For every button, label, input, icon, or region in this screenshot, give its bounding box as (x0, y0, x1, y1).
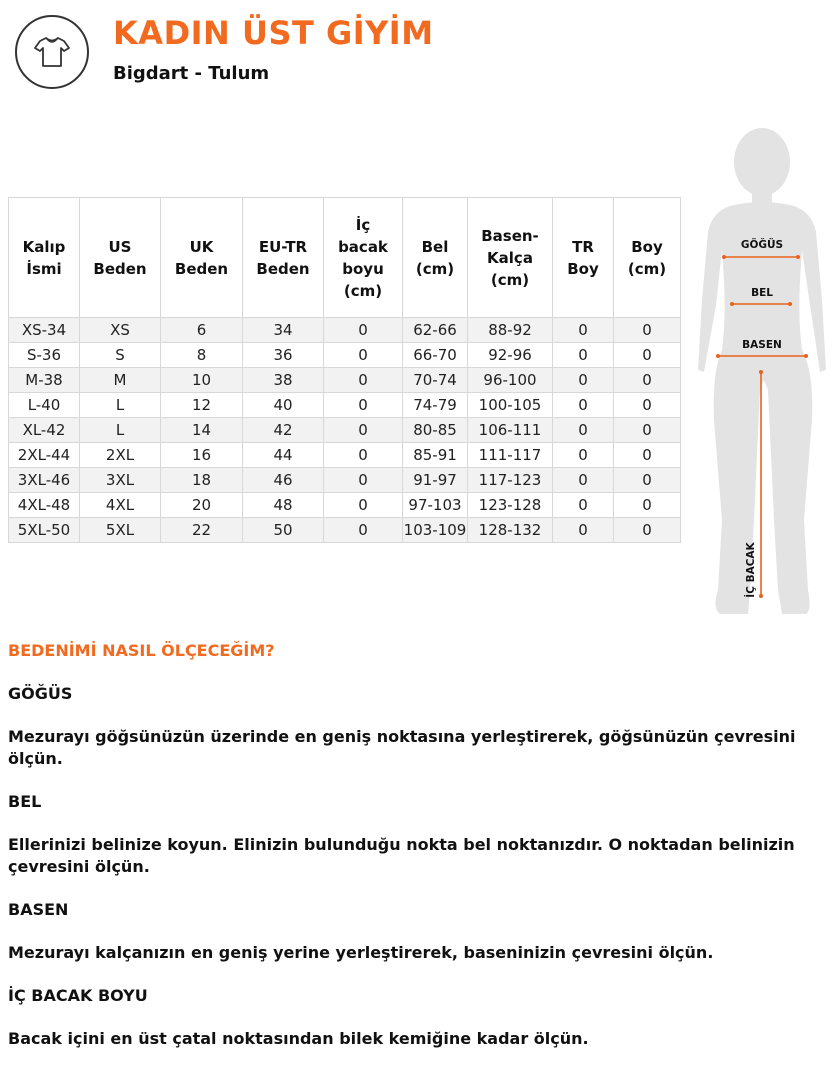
table-cell: 0 (614, 368, 681, 393)
table-cell: 128-132 (468, 518, 553, 543)
column-header: Kalıp İsmi (9, 198, 80, 318)
table-cell: 0 (553, 518, 614, 543)
table-cell: 0 (324, 393, 403, 418)
table-cell: 4XL (80, 493, 161, 518)
table-cell: 0 (324, 518, 403, 543)
table-cell: 2XL (80, 443, 161, 468)
table-cell: 3XL (80, 468, 161, 493)
column-header: EU-TR Beden (243, 198, 324, 318)
table-cell: 100-105 (468, 393, 553, 418)
table-cell: 3XL-46 (9, 468, 80, 493)
guide-heading-hip: BASEN (8, 900, 69, 919)
table-cell: 48 (243, 493, 324, 518)
body-measurement-figure (690, 120, 836, 620)
table-cell: 14 (161, 418, 243, 443)
table-row (9, 368, 681, 393)
table-cell: 8 (161, 343, 243, 368)
table-cell: 92-96 (468, 343, 553, 368)
column-header: TR Boy (553, 198, 614, 318)
table-cell: 50 (243, 518, 324, 543)
column-header: Basen- Kalça (cm) (468, 198, 553, 318)
column-header: US Beden (80, 198, 161, 318)
table-cell: 0 (553, 418, 614, 443)
table-cell: 5XL (80, 518, 161, 543)
table-row (9, 443, 681, 468)
column-header: İç bacak boyu (cm) (324, 198, 403, 318)
table-cell: 0 (324, 368, 403, 393)
table-cell: L (80, 418, 161, 443)
table-cell: L (80, 393, 161, 418)
table-cell: L-40 (9, 393, 80, 418)
table-cell: 96-100 (468, 368, 553, 393)
table-cell: 0 (553, 368, 614, 393)
table-cell: 40 (243, 393, 324, 418)
guide-heading-inseam: İÇ BACAK BOYU (8, 986, 148, 1005)
table-cell: 0 (324, 343, 403, 368)
guide-text-hip: Mezurayı kalçanızın en geniş yerine yerleştirerek, baseninizin çevresini ölçün. (8, 943, 714, 962)
table-cell: S (80, 343, 161, 368)
table-cell: 20 (161, 493, 243, 518)
column-header: Boy (cm) (614, 198, 681, 318)
table-cell: 0 (553, 318, 614, 343)
tshirt-icon (15, 15, 89, 89)
guide-title: BEDENİMİ NASIL ÖLÇECEĞİM? (8, 641, 275, 660)
table-cell: 80-85 (403, 418, 468, 443)
table-cell: 0 (614, 443, 681, 468)
table-cell: 12 (161, 393, 243, 418)
table-cell: 66-70 (403, 343, 468, 368)
figure-label-hip: BASEN (742, 339, 782, 351)
table-cell: 70-74 (403, 368, 468, 393)
table-cell: 0 (324, 318, 403, 343)
table-cell: 0 (614, 393, 681, 418)
table-cell: 46 (243, 468, 324, 493)
table-cell: 74-79 (403, 393, 468, 418)
table-row (9, 343, 681, 368)
table-cell: 111-117 (468, 443, 553, 468)
table-cell: 0 (614, 318, 681, 343)
table-row (9, 418, 681, 443)
table-header-row (9, 198, 681, 318)
figure-label-inseam: İÇ BACAK (745, 542, 757, 598)
table-cell: 22 (161, 518, 243, 543)
table-cell: 38 (243, 368, 324, 393)
measurement-guide (8, 640, 813, 1071)
guide-heading-waist: BEL (8, 792, 42, 811)
table-cell: 103-109 (403, 518, 468, 543)
table-cell: 0 (614, 518, 681, 543)
table-cell: M (80, 368, 161, 393)
table-row (9, 518, 681, 543)
table-cell: 44 (243, 443, 324, 468)
table-cell: 18 (161, 468, 243, 493)
table-cell: 91-97 (403, 468, 468, 493)
inseam-measure-line (759, 370, 763, 598)
table-cell: 85-91 (403, 443, 468, 468)
product-subtitle: Bigdart - Tulum (113, 63, 270, 84)
table-cell: 0 (614, 418, 681, 443)
table-cell: 0 (614, 493, 681, 518)
guide-heading-chest: GÖĞÜS (8, 684, 73, 703)
figure-label-waist: BEL (751, 287, 773, 299)
table-cell: 0 (614, 343, 681, 368)
table-cell: 5XL-50 (9, 518, 80, 543)
table-cell: 0 (614, 468, 681, 493)
table-cell: 0 (553, 443, 614, 468)
page-title: KADIN ÜST GİYİM (113, 14, 434, 52)
table-cell: 42 (243, 418, 324, 443)
table-cell: 0 (324, 443, 403, 468)
table-cell: XS (80, 318, 161, 343)
table-cell: XL-42 (9, 418, 80, 443)
table-cell: 0 (324, 493, 403, 518)
guide-text-waist: Ellerinizi belinize koyun. Elinizin bulunduğu nokta bel noktanızdır. O noktadan belinizin çevresini ölçün. (8, 835, 795, 876)
column-header: UK Beden (161, 198, 243, 318)
table-cell: 117-123 (468, 468, 553, 493)
table-cell: 0 (553, 468, 614, 493)
table-cell: 2XL-44 (9, 443, 80, 468)
table-cell: 4XL-48 (9, 493, 80, 518)
guide-text-inseam: Bacak içini en üst çatal noktasından bilek kemiğine kadar ölçün. (8, 1029, 589, 1048)
table-row (9, 318, 681, 343)
table-cell: 0 (324, 418, 403, 443)
guide-text-chest: Mezurayı göğsünüzün üzerinde en geniş noktasına yerleştirerek, göğsünüzün çevresini ölçün. (8, 727, 796, 768)
table-cell: 10 (161, 368, 243, 393)
table-cell: M-38 (9, 368, 80, 393)
table-cell: XS-34 (9, 318, 80, 343)
table-cell: 16 (161, 443, 243, 468)
table-cell: 0 (553, 343, 614, 368)
table-cell: 0 (324, 468, 403, 493)
table-row (9, 468, 681, 493)
figure-label-chest: GÖĞÜS (740, 239, 784, 251)
table-cell: 6 (161, 318, 243, 343)
table-cell: 62-66 (403, 318, 468, 343)
table-cell: 97-103 (403, 493, 468, 518)
column-header: Bel (cm) (403, 198, 468, 318)
table-cell: S-36 (9, 343, 80, 368)
table-cell: 34 (243, 318, 324, 343)
table-cell: 123-128 (468, 493, 553, 518)
table-cell: 106-111 (468, 418, 553, 443)
table-cell: 0 (553, 493, 614, 518)
size-chart-table (8, 197, 681, 543)
table-cell: 36 (243, 343, 324, 368)
table-row (9, 493, 681, 518)
table-cell: 0 (553, 393, 614, 418)
table-row (9, 393, 681, 418)
table-cell: 88-92 (468, 318, 553, 343)
